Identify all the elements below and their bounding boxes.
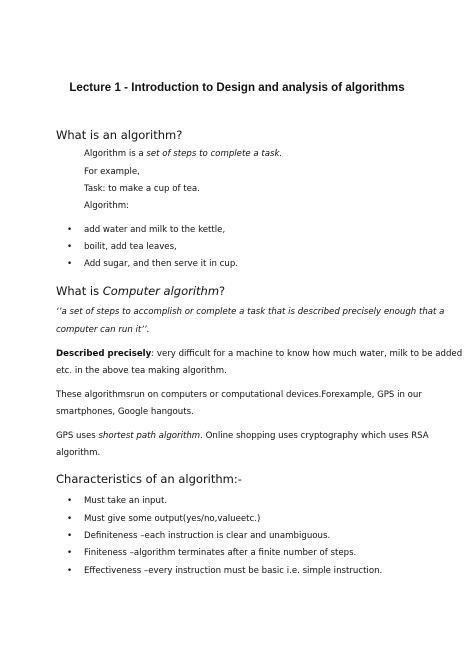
gps-line-2: algorithm. xyxy=(56,448,101,458)
gps-italic: shortest path algorithm xyxy=(98,431,201,441)
algorithm-label: Algorithm: xyxy=(84,201,129,211)
described-line-2: etc. in the above tea making algorithm. xyxy=(56,366,227,376)
gps-prefix: GPS uses xyxy=(56,431,99,441)
bullet-icon: • xyxy=(67,548,73,558)
heading-suffix: ? xyxy=(219,284,226,298)
these-line-2: smartphones, Google hangouts. xyxy=(56,407,194,417)
heading-characteristics: Characteristics of an algorithm:- xyxy=(56,472,242,486)
bullet-icon: • xyxy=(67,225,73,235)
quote-line-2: computer can run it’’. xyxy=(56,325,150,335)
list-item: Add sugar, and then serve it in cup. xyxy=(84,259,239,269)
heading-computer-algorithm xyxy=(56,284,225,298)
definition-italic: set of steps to complete a task. xyxy=(146,149,283,159)
bullet-icon: • xyxy=(67,514,73,524)
quote-line-1: ‘’a set of steps to accomplish or complete a task that is described precisely enough that a xyxy=(56,307,445,317)
algorithm-definition xyxy=(84,149,282,159)
bullet-icon: • xyxy=(67,531,73,541)
list-item: Must take an input. xyxy=(84,496,168,506)
bullet-icon: • xyxy=(67,259,73,269)
bullet-icon: • xyxy=(67,496,73,506)
bullet-icon: • xyxy=(67,566,73,576)
for-example-text: For example, xyxy=(84,167,140,177)
list-item: boilit, add tea leaves, xyxy=(84,242,177,252)
task-text: Task: to make a cup of tea. xyxy=(84,184,200,194)
bullet-icon: • xyxy=(67,242,73,252)
these-line-1: These algorithmsrun on computers or computational devices.Forexample, GPS in our xyxy=(56,390,422,400)
heading-italic: Computer algorithm xyxy=(102,284,220,298)
described-bold: Described precisely xyxy=(56,349,152,359)
list-item: Effectiveness –every instruction must be basic i.e. simple instruction. xyxy=(84,566,383,576)
definition-prefix: Algorithm is a xyxy=(84,149,147,159)
list-item: Definiteness –each instruction is clear and unambiguous. xyxy=(84,531,331,541)
lecture-title: Lecture 1 - Introduction to Design and analysis of algorithms xyxy=(69,82,405,94)
heading-prefix: What is xyxy=(56,284,103,298)
gps-line-1 xyxy=(56,431,429,441)
list-item: Must give some output(yes/no,valueetc.) xyxy=(84,514,261,524)
list-item: add water and milk to the kettle, xyxy=(84,225,226,235)
gps-rest: . Online shopping uses cryptography which uses RSA xyxy=(200,431,429,441)
heading-what-is-algorithm: What is an algorithm? xyxy=(56,128,183,142)
described-line-1 xyxy=(56,349,463,359)
list-item: Finiteness –algorithm terminates after a finite number of steps. xyxy=(84,548,357,558)
described-rest: : very difficult for a machine to know how much water, milk to be added xyxy=(151,349,463,359)
